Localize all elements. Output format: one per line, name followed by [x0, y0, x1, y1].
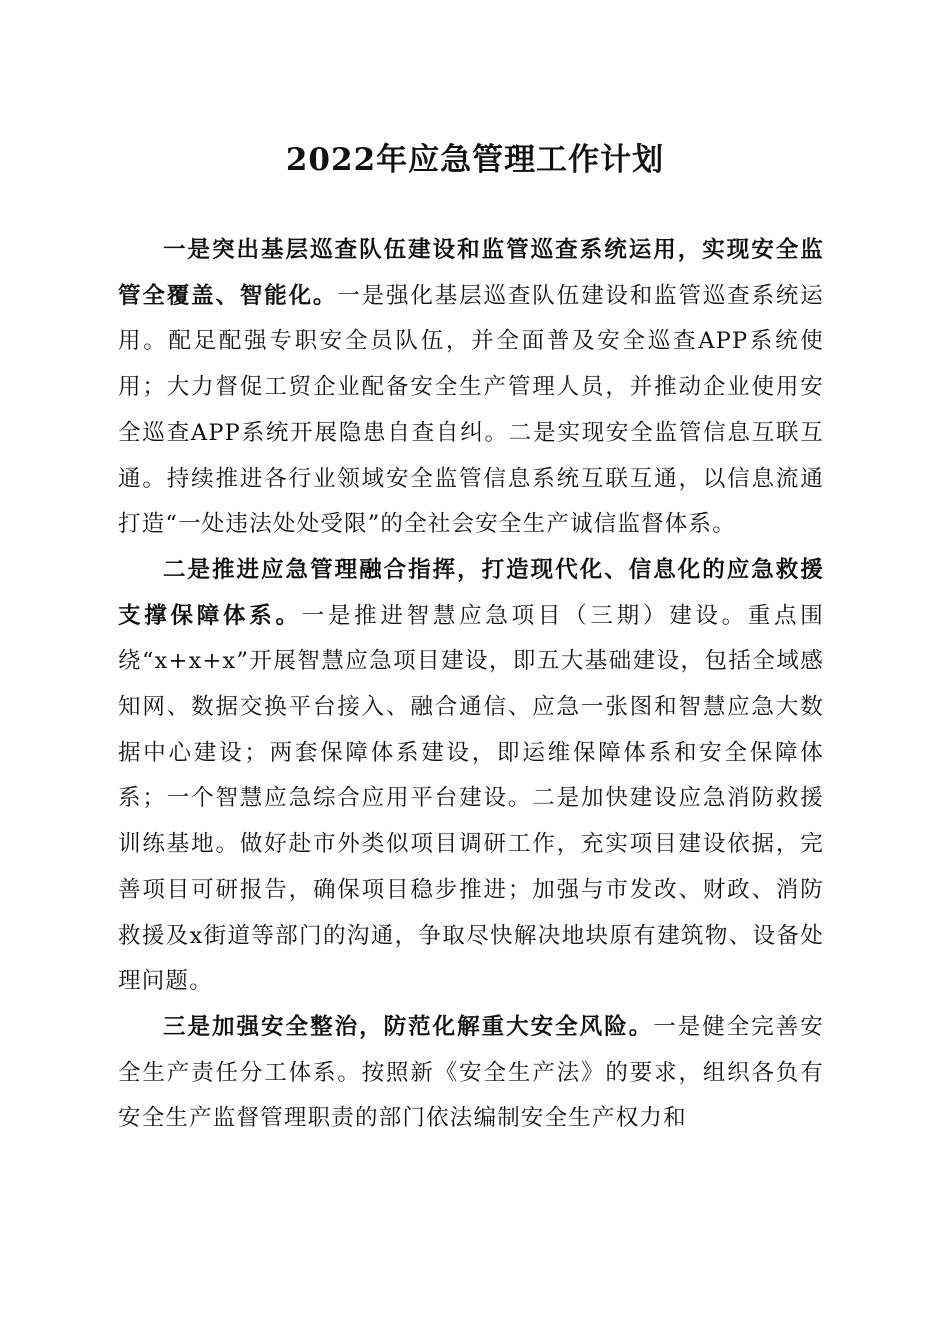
document-title: 2022年应急管理工作计划: [285, 142, 665, 178]
paragraph-2-lead: 二是推进应急管理融合指挥，打造现代化、信息化的应急救援支撑保障体系。: [118, 556, 824, 629]
paragraph-1: [118, 228, 824, 548]
paragraph-3-lead: 三是加强安全整治，防范化解重大安全风险。: [163, 1013, 654, 1040]
paragraph-3-text: 一是健全完善安全生产责任分工体系。按照新《安全生产法》的要求，组织各负有安全生产监督管理职责的部门依法编制安全生产权力和: [118, 1013, 824, 1132]
document-body: [118, 228, 824, 1142]
paragraph-1-lead: 一是突出基层巡查队伍建设和监管巡查系统运用，实现安全监管全覆盖、智能化。: [118, 237, 824, 309]
paragraph-3: [118, 1005, 824, 1142]
paragraph-2-text: 一是推进智慧应急项目（三期）建设。重点围绕“x+x+x”开展智慧应急项目建设，即五大基础建设，包括全域感知网、数据交换平台接入、融合通信、应急一张图和智慧应急大数据中心建设；两套保障体系建设，即运维保障体系和安全保障体系；一个智慧应急综合应用平台建设。二是加快建设应急消防救援训练基地。做好赴市外类似项目调研工作，充实项目建设依据，完善项目可研报告，确保项目稳步推进；加强与市发改、财政、消防救援及x街道等部门的沟通，争取尽快解决地块原有建筑物、设备处理问题。: [118, 602, 824, 995]
paragraph-1-text: 一是强化基层巡查队伍建设和监管巡查系统运用。配足配强专职安全员队伍，并全面普及安全巡查APP系统使用；大力督促工贸企业配备安全生产管理人员，并推动企业使用安全巡查APP系统开展隐患自查自纠。二是实现安全监管信息互联互通。持续推进各行业领域安全监管信息系统互联互通，以信息流通打造“一处违法处处受限”的全社会安全生产诚信监督体系。: [118, 282, 825, 538]
paragraph-2: [118, 548, 824, 1005]
